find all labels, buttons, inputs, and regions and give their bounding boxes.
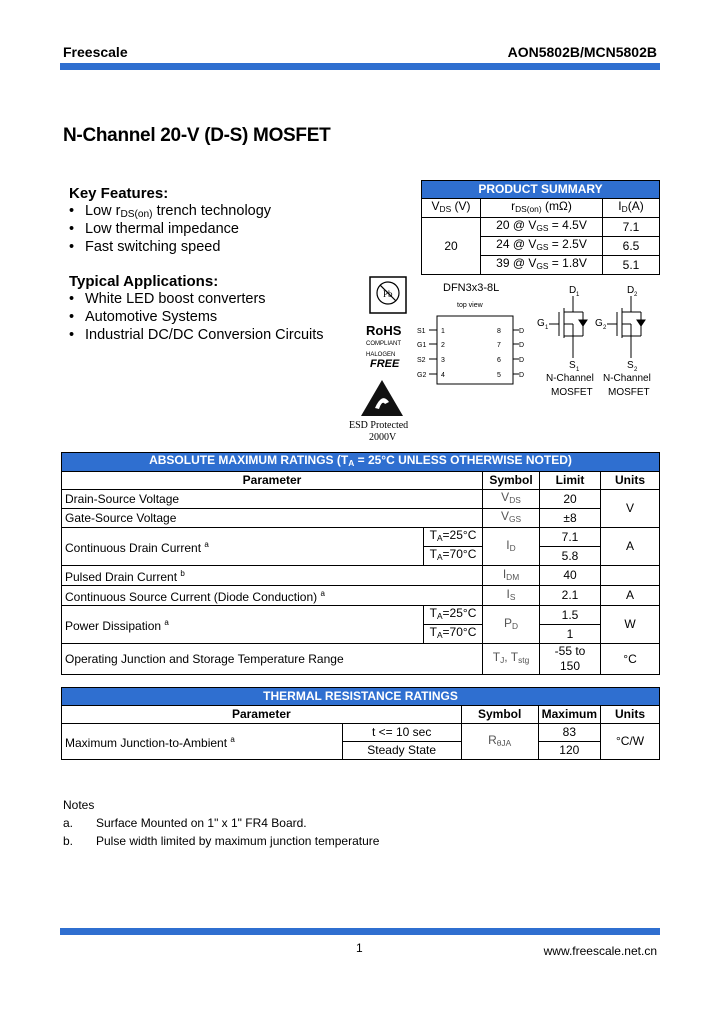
product-summary-title: PRODUCT SUMMARY [422,181,660,199]
notes-heading: Notes [63,798,95,812]
sym: $T_J$, $T_{stg}$ [483,644,540,675]
cond: $T_A=70^\circ C$ [424,547,483,566]
page-number: 1 [356,941,363,955]
pin-label: G1 [417,342,427,349]
gate-sub: 2 [603,325,607,331]
header-limit: Limit [540,472,601,490]
sym: $V_{GS}$ [483,509,540,528]
unit: V [601,490,660,528]
rds-value: 20 @ $V_{GS} = 4.5V$ [481,218,603,237]
feature-item: • Fast switching speed [69,239,221,255]
cond: t <= 10 sec [342,724,461,742]
header-units: Units [601,706,660,724]
feature-item: • Low thermal impedance [69,221,239,237]
mosfet-label-2: MOSFET [608,387,650,398]
pin-label: D [519,342,525,349]
rds-value: 24 @ $V_{GS} = 2.5V$ [481,237,603,256]
package-view: top view [457,302,483,309]
source-sub: 2 [634,367,638,373]
param-cont-source: Continuous Source Current (Diode Conduction) $^a$ [62,586,483,606]
rohs-halogen: HALOGEN [366,352,396,358]
source-label: S [627,360,634,371]
pin-number: 8 [497,328,501,335]
gate-label: G [595,318,603,329]
param-pulsed: Pulsed Drain Current $^b$ [62,566,483,586]
rohs-compliant: COMPLIANT [366,341,402,347]
application-item: • Automotive Systems [69,309,218,325]
footer-rule [60,928,660,935]
package-name: DFN3x3-8L [443,282,500,294]
header-parameter: Parameter [62,472,483,490]
brand-name: Freescale [63,44,128,60]
feature-item: • Low $r_{DS(on)}$ trench technology [69,203,272,220]
limit: 5.8 [540,547,601,566]
limit: -55 to 150 [540,644,601,675]
mosfet-label-1: N-Channel [603,373,651,384]
drain-sub: 1 [576,292,580,298]
limit: 2.1 [540,586,601,606]
package-body [437,316,513,384]
abs-max-table [61,452,660,675]
limit: 1 [540,625,601,644]
param-power: Power Dissipation $^a$ [62,606,424,644]
pin-number: 4 [441,372,445,379]
limit: ±8 [540,509,601,528]
unit: A [601,528,660,566]
drain-label: D [569,285,577,296]
pin-number: 6 [497,357,501,364]
param-gate-source: Gate-Source Voltage [62,509,483,528]
package-diagram [415,280,535,385]
drain-sub: 2 [634,292,638,298]
col-vds: $V_{DS}$ (V) [422,199,481,218]
source-label: S [569,360,576,371]
sym: $P_D$ [483,606,540,644]
param-cont-drain: Continuous Drain Current $^a$ [62,528,424,566]
header-units: Units [601,472,660,490]
pin-number: 1 [441,328,445,335]
sym: $I_D$ [483,528,540,566]
cond: $T_A=25^\circ C$ [424,606,483,625]
col-id: $I_D(A)$ [603,199,660,218]
esd-triangle [361,380,403,416]
rohs-label: RoHS [366,323,402,338]
header-rule [60,63,660,70]
pin-label: D [519,328,525,335]
header-maximum: Maximum [538,706,600,724]
product-summary-table [421,180,660,275]
id-value: 6.5 [603,237,660,256]
thermal-table [61,687,660,760]
mosfet-label-1: N-Channel [546,373,594,384]
unit: W [601,606,660,644]
thermal-title: THERMAL RESISTANCE RATINGS [62,688,660,706]
header-symbol: Symbol [483,472,540,490]
pin-label: D [519,372,525,379]
sym: $I_{DM}$ [483,566,540,586]
pin-number: 5 [497,372,501,379]
pb-text: Pb [383,289,393,299]
note-item: b. Pulse width limited by maximum junction temperature [63,834,380,848]
rohs-free: FREE [370,358,400,370]
cond: $T_A=70^\circ C$ [424,625,483,644]
application-item: • White LED boost converters [69,291,266,307]
gate-label: G [537,318,545,329]
pin-label: S1 [417,328,426,335]
sym: $V_{DS}$ [483,490,540,509]
unit: A [601,586,660,606]
header-symbol: Symbol [461,706,538,724]
unit: °C/W [601,724,660,760]
limit: 7.1 [540,528,601,547]
source-sub: 1 [576,367,580,373]
applications-heading: Typical Applications: [69,273,219,290]
part-number: AON5802B/MCN5802B [507,44,657,60]
esd-line2: 2000V [369,432,397,443]
mosfet-symbol-1 [535,282,600,400]
pin-label: D [519,357,525,364]
mosfet-symbol-2 [595,282,660,400]
sym: $R_{\theta JA}$ [461,724,538,760]
esd-line1: ESD Protected [349,420,409,431]
vds-value: 20 [422,218,481,275]
gate-sub: 1 [545,325,549,331]
sym: $I_S$ [483,586,540,606]
application-item: • Industrial DC/DC Conversion Circuits [69,327,324,343]
rohs-logo [360,275,420,375]
pin-number: 3 [441,357,445,364]
header-parameter: Parameter [62,706,462,724]
param-drain-source: Drain-Source Voltage [62,490,483,509]
limit: 1.5 [540,606,601,625]
pin-label: G2 [417,372,427,379]
unit: °C [601,644,660,675]
limit: 20 [540,490,601,509]
param-temp: Operating Junction and Storage Temperature Range [62,644,483,675]
drain-label: D [627,285,635,296]
pin-number: 7 [497,342,501,349]
key-features-heading: Key Features: [69,185,169,202]
pin-number: 2 [441,342,445,349]
footer-url[interactable]: www.freescale.net.cn [543,944,657,958]
pin-label: S2 [417,357,426,364]
esd-logo [345,378,420,446]
abs-max-title: ABSOLUTE MAXIMUM RATINGS ($T_A = 25^\circ C$ UNLESS OTHERWISE NOTED) [62,453,660,472]
note-item: a. Surface Mounted on 1" x 1" FR4 Board. [63,816,307,830]
page-title: N-Channel 20-V (D-S) MOSFET [63,125,331,146]
max: 120 [538,742,600,760]
id-value: 7.1 [603,218,660,237]
col-rds: $r_{DS(on)}$ (mΩ) [481,199,603,218]
max: 83 [538,724,600,742]
cond: $T_A=25^\circ C$ [424,528,483,547]
mosfet-label-2: MOSFET [551,387,593,398]
cond: Steady State [342,742,461,760]
limit: 40 [540,566,601,586]
id-value: 5.1 [603,256,660,275]
unit-empty [601,566,660,586]
param-junction-ambient: Maximum Junction-to-Ambient $^a$ [62,724,343,760]
rds-value: 39 @ $V_{GS} = 1.8V$ [481,256,603,275]
